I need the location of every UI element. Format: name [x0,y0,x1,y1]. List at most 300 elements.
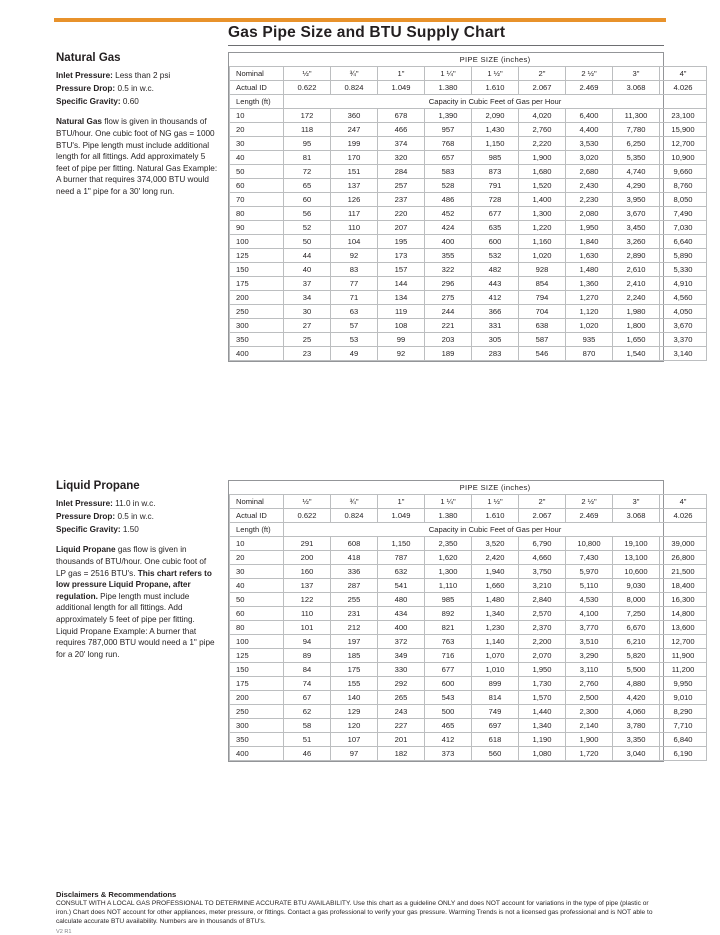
nominal-size-cell: ½" [284,67,331,81]
row-length-cell: 150 [230,263,284,277]
table-row [230,347,707,361]
capacity-cell: 2,430 [566,179,613,193]
capacity-cell: 284 [378,165,425,179]
capacity-cell: 265 [378,691,425,705]
capacity-cell: 4,560 [660,291,707,305]
capacity-cell: 11,900 [660,649,707,663]
footer-body: CONSULT WITH A LOCAL GAS PROFESSIONAL TO DETERMINE ACCURATE BTU AVAILABILITY. Use this chart as a guideline ONLY and does NOT account for variations in the type of pipe (plastic or iron.) Chart does NOT account for other appliances, meter pressure, or fittings. Contact a gas professional to verify your gas pressure. Warming Trends is not a licensed gas professional and is NOT able to calculate accurate BTU availability. Numbers are in thousands of BTU's. [56,900,653,925]
capacity-cell: 1,230 [472,621,519,635]
capacity-cell: 600 [472,235,519,249]
spec-value: 11.0 in w.c. [115,499,156,509]
capacity-cell: 546 [519,347,566,361]
spec-value: 1.50 [122,524,139,534]
capacity-cell: 1,430 [472,123,519,137]
capacity-cell: 37 [284,277,331,291]
capacity-cell: 11,200 [660,663,707,677]
row-length-cell: 70 [230,193,284,207]
capacity-cell: 6,400 [566,109,613,123]
capacity-cell: 97 [331,747,378,761]
row-header-actual-id: Actual ID [230,81,284,95]
capacity-cell: 1,940 [472,565,519,579]
table-row [230,579,707,593]
actual-id-cell: 2.469 [566,81,613,95]
capacity-cell: 8,760 [660,179,707,193]
table-row [230,249,707,263]
capacity-cell: 227 [378,719,425,733]
spec-pressure-drop [56,83,218,95]
capacity-banner-row [230,95,707,109]
capacity-cell: 1,020 [519,249,566,263]
table-row [230,207,707,221]
capacity-cell: 296 [425,277,472,291]
capacity-cell: 151 [331,165,378,179]
capacity-cell: 372 [378,635,425,649]
actual-id-cell: 4.026 [660,509,707,523]
capacity-cell: 108 [378,319,425,333]
capacity-cell: 373 [425,747,472,761]
description-body-2: Pipe length must include additional length for all fittings. Add approximately 5 feet of pipe per fitting. Liquid Propane Example: A burner that requires 787,000 BTU would need a 1" pipe for a 20' long run. [56,591,215,660]
capacity-cell: 2,070 [519,649,566,663]
capacity-cell: 1,190 [519,733,566,747]
natural-gas-table-container [228,52,695,362]
capacity-cell: 4,740 [613,165,660,179]
capacity-cell: 283 [472,347,519,361]
capacity-cell: 221 [425,319,472,333]
capacity-cell: 56 [284,207,331,221]
capacity-cell: 140 [331,691,378,705]
capacity-cell: 7,430 [566,551,613,565]
capacity-cell: 63 [331,305,378,319]
capacity-cell: 1,480 [472,593,519,607]
pipe-size-banner: PIPE SIZE (inches) [459,483,531,492]
capacity-cell: 3,290 [566,649,613,663]
row-length-cell: 175 [230,677,284,691]
capacity-cell: 1,340 [519,719,566,733]
liquid-propane-heading: Liquid Propane [56,480,140,492]
nominal-size-cell: 1 ½" [472,495,519,509]
capacity-cell: 122 [284,593,331,607]
table-banner-row [230,481,707,495]
capacity-cell: 160 [284,565,331,579]
capacity-cell: 1,980 [613,305,660,319]
capacity-cell: 129 [331,705,378,719]
table-row [230,277,707,291]
capacity-cell: 110 [284,607,331,621]
table-row [230,593,707,607]
capacity-cell: 4,530 [566,593,613,607]
capacity-cell: 400 [378,621,425,635]
capacity-cell: 985 [472,151,519,165]
capacity-cell: 2,500 [566,691,613,705]
actual-id-cell: 2.469 [566,509,613,523]
capacity-cell: 482 [472,263,519,277]
capacity-cell: 2,420 [472,551,519,565]
capacity-cell: 5,330 [660,263,707,277]
capacity-cell: 8,290 [660,705,707,719]
capacity-cell: 8,050 [660,193,707,207]
capacity-cell: 3,530 [566,137,613,151]
nominal-size-cell: 4" [660,67,707,81]
capacity-cell: 157 [378,263,425,277]
capacity-cell: 3,110 [566,663,613,677]
capacity-cell: 677 [472,207,519,221]
capacity-cell: 77 [331,277,378,291]
row-length-cell: 350 [230,733,284,747]
capacity-cell: 452 [425,207,472,221]
capacity-cell: 2,090 [472,109,519,123]
row-length-cell: 20 [230,551,284,565]
capacity-cell: 34 [284,291,331,305]
spacer-cell [230,481,284,495]
capacity-cell: 104 [331,235,378,249]
capacity-cell: 89 [284,649,331,663]
capacity-cell: 203 [425,333,472,347]
capacity-cell: 322 [425,263,472,277]
capacity-cell: 697 [472,719,519,733]
capacity-cell: 486 [425,193,472,207]
capacity-cell: 1,730 [519,677,566,691]
spec-label: Inlet Pressure: [56,499,113,509]
capacity-cell: 5,350 [613,151,660,165]
capacity-cell: 4,420 [613,691,660,705]
capacity-cell: 53 [331,333,378,347]
capacity-cell: 247 [331,123,378,137]
table-row [230,719,707,733]
table-row [230,179,707,193]
nominal-size-cell: ¾" [331,67,378,81]
row-length-cell: 50 [230,593,284,607]
capacity-cell: 51 [284,733,331,747]
spec-value: 0.5 in w.c. [117,511,154,521]
capacity-cell: 231 [331,607,378,621]
table-row [230,137,707,151]
capacity-cell: 704 [519,305,566,319]
capacity-cell: 144 [378,277,425,291]
spec-inlet-pressure [56,70,218,82]
capacity-cell: 9,950 [660,677,707,691]
capacity-cell: 3,450 [613,221,660,235]
capacity-cell: 814 [472,691,519,705]
spec-label: Pressure Drop: [56,511,116,521]
nominal-size-cell: 1" [378,67,425,81]
capacity-cell: 749 [472,705,519,719]
capacity-cell: 1,630 [566,249,613,263]
nominal-size-cell: 1 ½" [472,67,519,81]
capacity-cell: 1,150 [378,537,425,551]
liquid-propane-description [56,544,218,660]
capacity-cell: 3,750 [519,565,566,579]
capacity-cell: 3,510 [566,635,613,649]
capacity-cell: 57 [331,319,378,333]
capacity-cell: 336 [331,565,378,579]
table-row [230,109,707,123]
capacity-cell: 207 [378,221,425,235]
capacity-cell: 873 [472,165,519,179]
table-row [230,221,707,235]
capacity-cell: 26,800 [660,551,707,565]
capacity-cell: 935 [566,333,613,347]
capacity-cell: 197 [331,635,378,649]
table-row [230,565,707,579]
capacity-cell: 4,910 [660,277,707,291]
capacity-cell: 200 [284,551,331,565]
capacity-cell: 72 [284,165,331,179]
capacity-cell: 170 [331,151,378,165]
actual-id-cell: 0.824 [331,509,378,523]
capacity-cell: 199 [331,137,378,151]
capacity-cell: 39,000 [660,537,707,551]
spec-value: Less than 2 psi [115,71,171,81]
row-length-cell: 350 [230,333,284,347]
actual-id-cell: 3.068 [613,81,660,95]
table-row [230,747,707,761]
natural-gas-description [56,116,218,197]
capacity-cell: 291 [284,537,331,551]
capacity-cell: 1,800 [613,319,660,333]
capacity-cell: 6,670 [613,621,660,635]
capacity-cell: 3,210 [519,579,566,593]
row-header-actual-id: Actual ID [230,509,284,523]
capacity-cell: 7,780 [613,123,660,137]
capacity-cell: 854 [519,277,566,291]
capacity-cell: 1,650 [613,333,660,347]
capacity-cell: 1,400 [519,193,566,207]
capacity-cell: 7,710 [660,719,707,733]
capacity-cell: 94 [284,635,331,649]
capacity-cell: 443 [472,277,519,291]
capacity-cell: 62 [284,705,331,719]
capacity-cell: 2,890 [613,249,660,263]
capacity-cell: 418 [331,551,378,565]
capacity-cell: 18,400 [660,579,707,593]
natural-gas-heading: Natural Gas [56,52,121,64]
capacity-cell: 608 [331,537,378,551]
row-length-cell: 175 [230,277,284,291]
capacity-cell: 1,080 [519,747,566,761]
row-length-cell: 90 [230,221,284,235]
nominal-size-cell: 4" [660,495,707,509]
capacity-cell: 466 [378,123,425,137]
capacity-cell: 763 [425,635,472,649]
table-row [230,151,707,165]
capacity-cell: 13,600 [660,621,707,635]
nominal-size-cell: 2" [519,495,566,509]
capacity-cell: 6,190 [660,747,707,761]
capacity-cell: 305 [472,333,519,347]
capacity-cell: 3,670 [660,319,707,333]
capacity-cell: 2,230 [566,193,613,207]
capacity-cell: 374 [378,137,425,151]
capacity-cell: 541 [378,579,425,593]
row-length-cell: 30 [230,565,284,579]
capacity-cell: 10,800 [566,537,613,551]
capacity-cell: 678 [378,109,425,123]
capacity-cell: 638 [519,319,566,333]
description-lead: Liquid Propane [56,545,116,555]
capacity-cell: 1,360 [566,277,613,291]
nominal-size-cell: ½" [284,495,331,509]
table-row [230,635,707,649]
capacity-banner: Capacity in Cubic Feet of Gas per Hour [284,95,707,109]
capacity-cell: 13,100 [613,551,660,565]
capacity-cell: 560 [472,747,519,761]
table-row [230,165,707,179]
spec-label: Inlet Pressure: [56,71,113,81]
row-length-cell: 40 [230,151,284,165]
capacity-cell: 465 [425,719,472,733]
capacity-cell: 9,030 [613,579,660,593]
capacity-cell: 1,390 [425,109,472,123]
capacity-cell: 137 [284,579,331,593]
table-row [230,705,707,719]
description-body-1: gas flow is given in thousands of BTU/hour. One cubic foot of LP gas = 2516 BTU's. [56,545,207,578]
capacity-cell: 23,100 [660,109,707,123]
capacity-cell: 2,300 [566,705,613,719]
row-length-cell: 10 [230,537,284,551]
capacity-cell: 40 [284,263,331,277]
nominal-size-cell: 3" [613,67,660,81]
capacity-cell: 60 [284,193,331,207]
table-row [230,677,707,691]
capacity-cell: 5,820 [613,649,660,663]
row-length-cell: 200 [230,291,284,305]
capacity-cell: 1,440 [519,705,566,719]
capacity-cell: 6,790 [519,537,566,551]
table-row [230,235,707,249]
nominal-size-cell: 2 ½" [566,495,613,509]
actual-id-cell: 1.380 [425,81,472,95]
capacity-cell: 360 [331,109,378,123]
capacity-cell: 74 [284,677,331,691]
spec-specific-gravity [56,96,218,108]
capacity-cell: 10,600 [613,565,660,579]
table-row [230,691,707,705]
description-lead: Natural Gas [56,117,102,127]
capacity-cell: 15,900 [660,123,707,137]
nominal-size-cell: ¾" [331,495,378,509]
nominal-size-cell: 2 ½" [566,67,613,81]
actual-id-cell: 2.067 [519,81,566,95]
capacity-cell: 618 [472,733,519,747]
capacity-cell: 182 [378,747,425,761]
row-length-cell: 80 [230,621,284,635]
capacity-cell: 4,660 [519,551,566,565]
capacity-cell: 27 [284,319,331,333]
capacity-cell: 480 [378,593,425,607]
capacity-cell: 1,620 [425,551,472,565]
capacity-cell: 257 [378,179,425,193]
nominal-row [230,67,707,81]
capacity-cell: 81 [284,151,331,165]
capacity-cell: 1,680 [519,165,566,179]
capacity-cell: 957 [425,123,472,137]
capacity-cell: 1,300 [519,207,566,221]
capacity-cell: 19,100 [613,537,660,551]
row-length-cell: 300 [230,719,284,733]
capacity-cell: 1,900 [519,151,566,165]
capacity-cell: 25 [284,333,331,347]
row-length-cell: 200 [230,691,284,705]
capacity-cell: 632 [378,565,425,579]
title-divider [228,45,664,46]
nominal-size-cell: 1 ¼" [425,495,472,509]
row-header-nominal: Nominal [230,67,284,81]
capacity-cell: 1,140 [472,635,519,649]
spec-value: 0.5 in w.c. [117,83,154,93]
capacity-cell: 50 [284,235,331,249]
capacity-cell: 8,000 [613,593,660,607]
capacity-cell: 768 [425,137,472,151]
row-length-cell: 10 [230,109,284,123]
row-length-cell: 100 [230,635,284,649]
capacity-cell: 137 [331,179,378,193]
capacity-cell: 2,680 [566,165,613,179]
capacity-cell: 292 [378,677,425,691]
table-row [230,537,707,551]
capacity-cell: 3,370 [660,333,707,347]
capacity-cell: 49 [331,347,378,361]
capacity-cell: 4,100 [566,607,613,621]
capacity-cell: 320 [378,151,425,165]
row-length-cell: 60 [230,179,284,193]
row-header-nominal: Nominal [230,495,284,509]
row-length-cell: 20 [230,123,284,137]
capacity-cell: 83 [331,263,378,277]
capacity-cell: 985 [425,593,472,607]
table-row [230,123,707,137]
actual-id-cell: 1.610 [472,509,519,523]
capacity-cell: 3,950 [613,193,660,207]
capacity-cell: 1,220 [519,221,566,235]
liquid-propane-info [56,478,218,661]
capacity-cell: 1,070 [472,649,519,663]
table-row [230,607,707,621]
capacity-cell: 330 [378,663,425,677]
spec-label: Specific Gravity: [56,524,121,534]
nominal-row [230,495,707,509]
capacity-cell: 46 [284,747,331,761]
capacity-cell: 677 [425,663,472,677]
row-length-cell: 400 [230,747,284,761]
capacity-cell: 6,640 [660,235,707,249]
capacity-cell: 4,400 [566,123,613,137]
capacity-cell: 126 [331,193,378,207]
nominal-size-cell: 1 ¼" [425,67,472,81]
capacity-cell: 2,410 [613,277,660,291]
spec-label: Pressure Drop: [56,83,116,93]
row-header-length: Length (ft) [230,523,284,537]
capacity-cell: 728 [472,193,519,207]
capacity-cell: 635 [472,221,519,235]
capacity-cell: 99 [378,333,425,347]
capacity-cell: 65 [284,179,331,193]
actual-id-row [230,509,707,523]
capacity-cell: 101 [284,621,331,635]
capacity-cell: 2,240 [613,291,660,305]
capacity-cell: 195 [378,235,425,249]
capacity-cell: 5,890 [660,249,707,263]
capacity-cell: 5,110 [566,579,613,593]
capacity-cell: 52 [284,221,331,235]
capacity-cell: 9,660 [660,165,707,179]
capacity-cell: 331 [472,319,519,333]
capacity-cell: 6,840 [660,733,707,747]
actual-id-cell: 0.824 [331,81,378,95]
capacity-cell: 189 [425,347,472,361]
capacity-cell: 1,950 [566,221,613,235]
capacity-cell: 2,200 [519,635,566,649]
capacity-cell: 1,840 [566,235,613,249]
